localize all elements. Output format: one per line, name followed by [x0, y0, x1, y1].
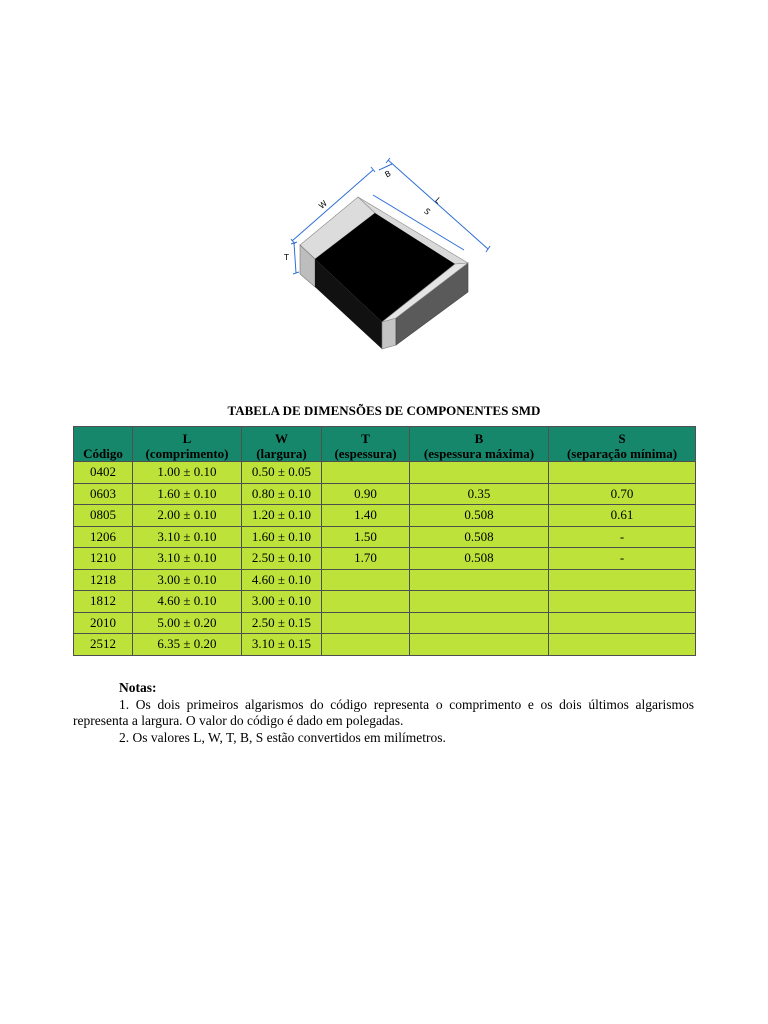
dimensions-table	[73, 426, 696, 656]
cell-s: 0.70	[549, 483, 696, 505]
cell-s	[549, 634, 696, 656]
cell-l: 2.00 ± 0.10	[133, 505, 242, 527]
dimension-line-t	[294, 243, 296, 273]
cell-code: 1210	[74, 548, 133, 570]
cell-b: 0.508	[410, 526, 549, 548]
cell-b	[410, 591, 549, 613]
cell-w: 0.50 ± 0.05	[242, 462, 322, 484]
cell-w: 1.60 ± 0.10	[242, 526, 322, 548]
table-row	[74, 548, 696, 570]
cell-s: 0.61	[549, 505, 696, 527]
header-w: W (largura)	[242, 427, 322, 462]
cell-b	[410, 569, 549, 591]
table-row	[74, 591, 696, 613]
cell-code: 2512	[74, 634, 133, 656]
table-row	[74, 526, 696, 548]
header-b: B (espessura máxima)	[410, 427, 549, 462]
cell-w: 4.60 ± 0.10	[242, 569, 322, 591]
header-s: S (separação mínima)	[549, 427, 696, 462]
cell-l: 1.60 ± 0.10	[133, 483, 242, 505]
table-header-row	[74, 427, 696, 462]
label-s: S	[422, 206, 432, 217]
cell-t: 0.90	[322, 483, 410, 505]
cell-b: 0.508	[410, 505, 549, 527]
cell-t	[322, 462, 410, 484]
cell-w: 3.10 ± 0.15	[242, 634, 322, 656]
note-item: 1. Os dois primeiros algarismos do código representa o comprimento e os dois últimos algarismos representa a largura. O valor do código é dado em polegadas.	[73, 696, 694, 728]
cell-code: 2010	[74, 612, 133, 634]
header-l: L (comprimento)	[133, 427, 242, 462]
table-row	[74, 483, 696, 505]
cell-w: 1.20 ± 0.10	[242, 505, 322, 527]
cell-l: 3.10 ± 0.10	[133, 526, 242, 548]
cell-t	[322, 634, 410, 656]
cell-code: 0805	[74, 505, 133, 527]
dimension-line-b	[379, 164, 392, 170]
cell-s	[549, 591, 696, 613]
cell-b: 0.508	[410, 548, 549, 570]
cell-l: 3.10 ± 0.10	[133, 548, 242, 570]
cell-b: 0.35	[410, 483, 549, 505]
cell-l: 5.00 ± 0.20	[133, 612, 242, 634]
cell-l: 3.00 ± 0.10	[133, 569, 242, 591]
notes-section	[73, 680, 694, 746]
cell-l: 1.00 ± 0.10	[133, 462, 242, 484]
cell-t: 1.70	[322, 548, 410, 570]
table-row	[74, 634, 696, 656]
cell-l: 4.60 ± 0.10	[133, 591, 242, 613]
cell-w: 3.00 ± 0.10	[242, 591, 322, 613]
cell-t: 1.40	[322, 505, 410, 527]
header-code: Código	[74, 427, 133, 462]
cell-code: 0402	[74, 462, 133, 484]
table-row	[74, 505, 696, 527]
cell-code: 1812	[74, 591, 133, 613]
cell-code: 1206	[74, 526, 133, 548]
cell-t: 1.50	[322, 526, 410, 548]
cell-w: 2.50 ± 0.15	[242, 612, 322, 634]
cell-t	[322, 591, 410, 613]
smd-chip	[300, 197, 468, 349]
cell-code: 1218	[74, 569, 133, 591]
cell-s: -	[549, 526, 696, 548]
cell-t	[322, 612, 410, 634]
cell-code: 0603	[74, 483, 133, 505]
cell-w: 2.50 ± 0.10	[242, 548, 322, 570]
header-t: T (espessura)	[322, 427, 410, 462]
label-l: L	[433, 195, 443, 206]
cell-s	[549, 462, 696, 484]
cell-b	[410, 612, 549, 634]
smd-component-figure	[276, 150, 496, 370]
cell-b	[410, 462, 549, 484]
cell-s	[549, 569, 696, 591]
notes-title: Notas:	[119, 680, 157, 695]
cell-l: 6.35 ± 0.20	[133, 634, 242, 656]
note-item: 2. Os valores L, W, T, B, S estão convertidos em milímetros.	[119, 729, 446, 745]
cell-w: 0.80 ± 0.10	[242, 483, 322, 505]
table-row	[74, 612, 696, 634]
label-b: B	[383, 168, 393, 180]
cell-s	[549, 612, 696, 634]
smd-component-drawing	[276, 150, 496, 370]
cell-s: -	[549, 548, 696, 570]
label-w: W	[317, 198, 329, 211]
table-row	[74, 462, 696, 484]
label-t: T	[284, 253, 289, 262]
table-row	[74, 569, 696, 591]
table-title: TABELA DE DIMENSÕES DE COMPONENTES SMD	[227, 403, 541, 418]
cell-b	[410, 634, 549, 656]
cell-t	[322, 569, 410, 591]
